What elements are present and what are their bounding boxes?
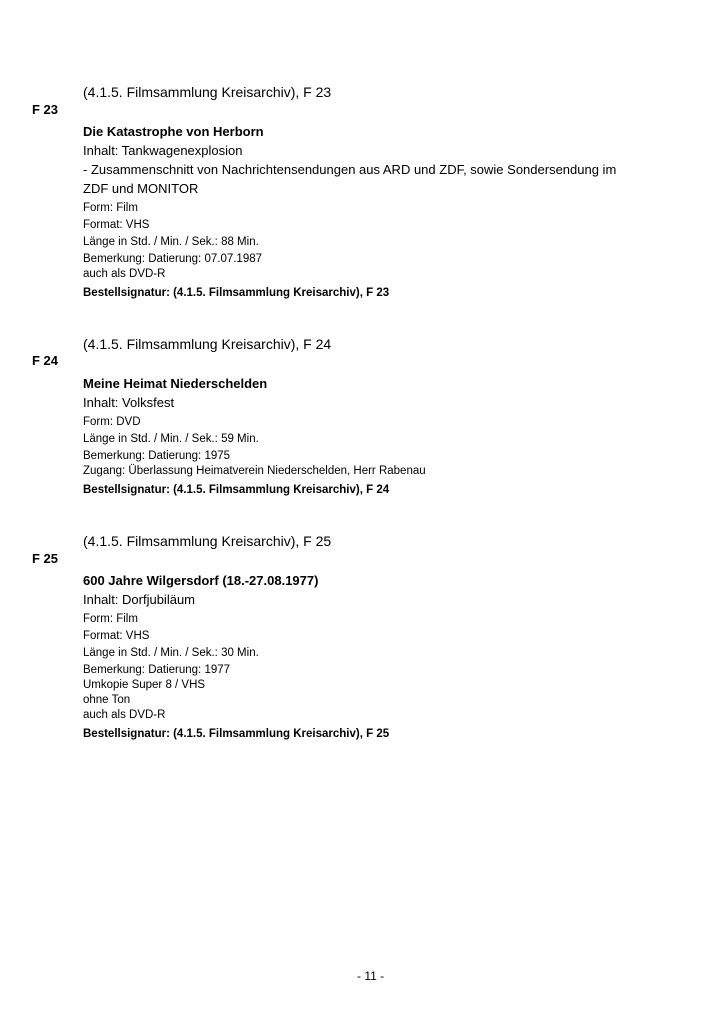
record-title: 600 Jahre Wilgersdorf (18.-27.08.1977): [83, 573, 319, 588]
record-content-line: ZDF und MONITOR: [83, 181, 199, 196]
record-title: Die Katastrophe von Herborn: [83, 124, 264, 139]
record-body: [83, 122, 653, 301]
series-heading: (4.1.5. Filmsammlung Kreisarchiv), F 24: [83, 336, 332, 352]
record-remark: Bemerkung: Datierung: 1977: [83, 664, 231, 676]
record-title: Meine Heimat Niederschelden: [83, 376, 268, 391]
record-remark-line: ohne Ton: [83, 694, 131, 706]
record-length: Länge in Std. / Min. / Sek.: 88 Min.: [83, 236, 259, 248]
order-signature: Bestellsignatur: (4.1.5. Filmsammlung Kreisarchiv), F 24: [83, 484, 390, 496]
record-form: Form: Film: [83, 202, 138, 214]
order-signature: Bestellsignatur: (4.1.5. Filmsammlung Kreisarchiv), F 23: [83, 287, 390, 299]
record-content: Inhalt: Volksfest: [83, 395, 175, 410]
series-heading: (4.1.5. Filmsammlung Kreisarchiv), F 25: [83, 533, 332, 549]
record-content-line: - Zusammenschnitt von Nachrichtensendungen aus ARD und ZDF, sowie Sondersendung im: [83, 162, 617, 177]
page-number: - 11 -: [357, 969, 385, 983]
record-remark: Bemerkung: Datierung: 07.07.1987: [83, 253, 263, 265]
record-id: F 24: [32, 353, 59, 368]
record-remark-line: Umkopie Super 8 / VHS: [83, 679, 206, 691]
record-form: Form: Film: [83, 613, 138, 625]
record-body: [83, 374, 653, 498]
record-body: [83, 571, 653, 742]
record-length: Länge in Std. / Min. / Sek.: 30 Min.: [83, 647, 259, 659]
record-form: Form: DVD: [83, 416, 141, 428]
record-length: Länge in Std. / Min. / Sek.: 59 Min.: [83, 433, 259, 445]
order-signature: Bestellsignatur: (4.1.5. Filmsammlung Kreisarchiv), F 25: [83, 728, 390, 740]
record-remark: Bemerkung: Datierung: 1975: [83, 450, 231, 462]
record-id: F 25: [32, 551, 59, 566]
series-heading: (4.1.5. Filmsammlung Kreisarchiv), F 23: [83, 84, 332, 100]
record-format: Format: VHS: [83, 630, 150, 642]
record-content: Inhalt: Tankwagenexplosion: [83, 143, 243, 158]
record-remark-line: auch als DVD-R: [83, 268, 166, 280]
record-content: Inhalt: Dorfjubiläum: [83, 592, 195, 607]
record-format: Format: VHS: [83, 219, 150, 231]
record-remark-line: auch als DVD-R: [83, 709, 166, 721]
record-id: F 23: [32, 102, 59, 117]
record-remark-line: Zugang: Überlassung Heimatverein Niederschelden, Herr Rabenau: [83, 465, 426, 477]
